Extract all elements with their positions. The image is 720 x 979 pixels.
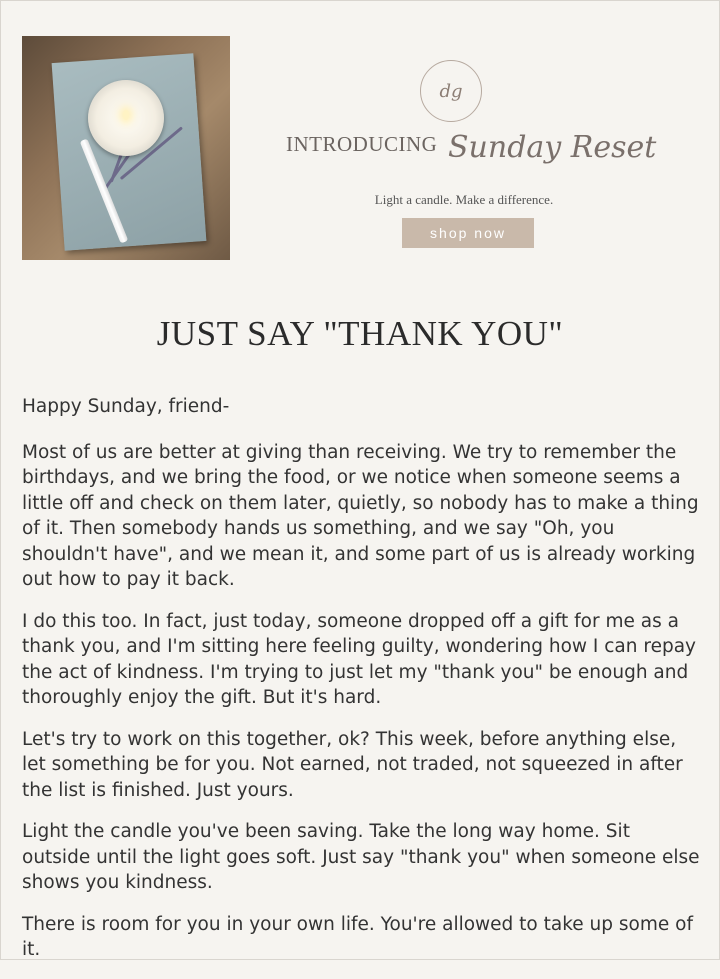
body-paragraph: Most of us are better at giving than receiving. We try to remember the birthdays, and we bring the food, or we notice when someone seems a little off and check on them later, quietly, so nobody has to make a thing of it. Then somebody hands us something, and we say "Oh, you shouldn't have", and we mean it, and some part of us is already working out how to pay it back.	[22, 441, 699, 590]
tagline: Light a candle. Make a difference.	[374, 192, 554, 207]
introducing-label: INTRODUCING	[286, 132, 438, 156]
body-paragraph: Light the candle you've been saving. Take the long way home. Sit outside until the light goes soft. Just say "thank you" when someone else shows you kindness.	[22, 821, 700, 893]
greeting: Happy Sunday, friend-	[22, 396, 230, 417]
body-paragraph: I do this too. In fact, just today, someone dropped off a gift for me as a thank you, and I'm sitting here feeling guilty, wondering how I can repay the act of kindness. I'm trying to just let my "thank you" be enough and thoroughly enjoy the gift. But it's hard.	[22, 610, 696, 708]
candle-photo[interactable]	[22, 36, 230, 260]
product-name: Sunday Reset	[448, 130, 657, 165]
email-body	[22, 394, 702, 979]
brand-panel	[230, 36, 698, 260]
body-paragraph: Let's try to work on this together, ok? This week, before anything else, let something be for you. Not earned, not traded, not squeezed in after the list is finished. Just yours.	[22, 728, 683, 801]
promo-banner[interactable]	[22, 36, 698, 260]
email-title: JUST SAY "THANK YOU"	[156, 314, 564, 353]
body-paragraph: There is room for you in your own life. You're allowed to take up some of it.	[22, 913, 693, 960]
shop-now-button[interactable]: shop now	[402, 218, 534, 248]
brand-logo: dg	[420, 60, 482, 122]
candle-flame	[123, 110, 129, 120]
